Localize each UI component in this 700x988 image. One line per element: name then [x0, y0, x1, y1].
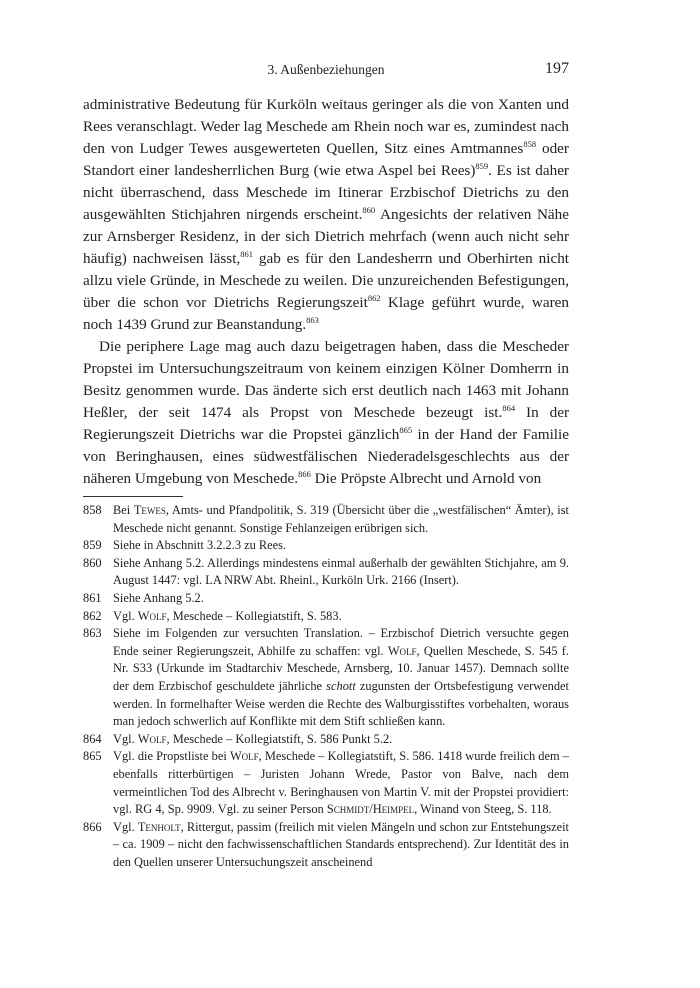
footnote	[83, 748, 569, 818]
text-run: Siehe Anhang 5.2.	[113, 590, 204, 605]
footnote-number: 866	[83, 819, 102, 834]
text-run: Die periphere Lage mag auch dazu beigetragen haben, dass die Mescheder Propstei im Untersuchungszeitraum von keinem einzigen Kölner Domherrn in Besitz genommen wurde. Das änderte sich erst deutlich nach 1463 mit Johann Heßler, der seit 1474 als Propst von Meschede bezeugt ist.	[83, 338, 569, 421]
footnote-ref: 866	[298, 469, 311, 479]
footnote-number: 864	[83, 731, 102, 746]
footnote-number: 862	[83, 608, 102, 623]
footnote-ref: 860	[362, 205, 376, 215]
text-run: , Quellen Meschede, S. 545 f. Nr. S33 (Urkunde im Stadtarchiv Meschede, Arnsberg, 10. Januar 1457). Demnach sollte der dem Erzbischof geschuldete jährliche	[113, 643, 569, 693]
text-run: administrative Bedeutung für Kurköln weitaus geringer als die von Xanten und Rees veranschlagt. Weder lag Meschede am Rhein noch war es, zumindest nach den von Ludger Tewes ausgewerteten Quellen, Sitz eines Amtmannes	[83, 96, 569, 157]
text-run: . Es ist daher nicht überraschend, dass Meschede im Itinerar Erzbischof Dietrichs zu den ausgewählten Stichjahren nirgends erscheint.	[83, 162, 569, 223]
footnote-text	[113, 625, 569, 731]
footnote-number: 858	[83, 503, 102, 517]
author-name: Wolf	[387, 643, 417, 658]
paragraph	[83, 336, 569, 490]
text-run: Die Pröpste Albrecht und Arnold von	[310, 470, 542, 487]
text-run: Siehe Anhang 5.2. Allerdings mindestens einmal außerhalb der gewählten Stichjahre, am 9. August 1447: vgl. LA NRW Abt. Rheinl., Kurköln Urk. 2166 (Insert).	[113, 555, 569, 588]
footnotes	[83, 502, 569, 871]
footnote-text	[113, 819, 569, 872]
text-run: in der Hand der Familie von Beringhausen, eines südwestfälischen Niederadelsgeschlechts aus der näheren Umgebung von Meschede.	[83, 426, 569, 487]
author-name: Tenholt	[137, 819, 181, 834]
text-run: zugunsten der Ortsbefestigung verwendet werden. In formelhafter Weise werden die Rechte des Walburgisstiftes vorbehalten, woraus man jedoch schwerlich auf Konflikte mit dem Stift schließen kann.	[113, 678, 569, 729]
chapter-title: 3. Außenbeziehungen	[267, 62, 385, 77]
footnote-ref: 858	[523, 139, 537, 149]
footnote-ref: 864	[502, 403, 516, 413]
author-name: Wolf	[137, 731, 167, 746]
text-run: Vgl. die Propstliste bei	[113, 749, 230, 764]
footnote-number: 865	[83, 749, 102, 764]
text-run: , Meschede – Kollegiatstift, S. 583.	[166, 608, 342, 623]
text-run: Klage geführt wurde, waren noch 1439 Grund zur Beanstandung.	[83, 294, 569, 333]
footnote-text	[113, 748, 569, 818]
text-run: Siehe in Abschnitt 3.2.2.3 zu Rees.	[113, 538, 287, 553]
body-text	[83, 94, 569, 490]
footnote-text	[113, 555, 569, 590]
footnote-ref: 859	[475, 161, 489, 171]
footnote-rule	[83, 496, 183, 497]
footnote-number: 860	[83, 555, 102, 570]
footnote-number: 863	[83, 626, 102, 641]
footnote	[83, 608, 569, 626]
author-name: Wolf	[229, 749, 259, 764]
author-name: Tewes	[133, 503, 166, 517]
footnote-ref: 862	[367, 293, 381, 303]
footnote-ref: 865	[399, 425, 413, 435]
text-run: , Meschede – Kollegiatstift, S. 586 Punkt 5.2.	[166, 731, 393, 746]
footnote	[83, 537, 569, 555]
text-run: Vgl.	[113, 819, 138, 834]
footnote	[83, 555, 569, 590]
author-name: Schmidt/Heimpel	[326, 802, 415, 817]
footnote-number: 859	[83, 538, 102, 553]
text-run: , Meschede – Kollegiatstift, S. 586. 1418 wurde freilich dem – ebenfalls ritterbürtigen – Juristen Johann Wrede, Pastor von Balve, nach dem vermeintlichen Tod des Albrecht v. Beringhausen von Martin V. mit der Propstei providiert: vgl. RG 4, Sp. 9909. Vgl. zu seiner Person	[113, 749, 569, 817]
text-run: , Winand von Steeg, S. 118.	[414, 802, 552, 817]
footnote-text	[113, 731, 569, 749]
book-page	[83, 60, 569, 871]
text-run: Siehe im Folgenden zur versuchten Translation. – Erzbischof Dietrich versuchte gegen Ende seiner Regierungszeit, Abhilfe zu schaffen: vgl.	[113, 626, 569, 658]
paragraph	[83, 94, 569, 336]
footnote	[83, 502, 569, 537]
footnote	[83, 731, 569, 749]
text-run: , Amts- und Pfandpolitik, S. 319 (Übersicht über die „westfälischen“ Ämter), ist Meschede nicht genannt. Sonstige Fehlanzeigen erübrigen sich.	[113, 503, 569, 535]
italic-term: schott	[326, 678, 356, 693]
footnote-ref: 863	[306, 315, 319, 325]
text-run: Angesichts der relativen Nähe zur Arnsberger Residenz, in der sich Dietrich mehrfach (wenn auch nicht sehr häufig) nachweisen lässt,	[83, 206, 569, 267]
footnote	[83, 625, 569, 731]
footnote	[83, 819, 569, 872]
footnote-text	[113, 502, 569, 537]
footnote-text	[113, 537, 569, 555]
text-run: Vgl.	[113, 731, 138, 746]
footnote-text	[113, 608, 569, 626]
text-run: oder Standort einer landesherrlichen Burg (wie etwa Aspel bei Rees)	[83, 140, 569, 179]
author-name: Wolf	[137, 608, 167, 623]
text-run: Vgl.	[113, 608, 138, 623]
text-run: In der Regierungszeit Dietrichs war die Propstei gänzlich	[83, 404, 570, 443]
footnote	[83, 590, 569, 608]
running-head	[83, 60, 569, 84]
page-number: 197	[545, 60, 569, 77]
footnote-number: 861	[83, 590, 102, 605]
text-run: Bei	[113, 503, 134, 517]
footnote-ref: 861	[240, 249, 253, 259]
footnote-text	[113, 590, 569, 608]
text-run: , Rittergut, passim (freilich mit vielen Mängeln und schon zur Entstehungszeit – ca. 1909 – nicht den fachwissenschaftlichen Standards entsprechend). Zur Identität des in den Quellen unserer Untersuchungszeit anscheinend	[113, 819, 569, 869]
text-run: gab es für den Landesherrn und Oberhirten nicht allzu viele Gründe, in Meschede zu weilen. Die unzureichenden Befestigungen, über die schon vor Dietrichs Regierungszeit	[83, 250, 570, 311]
